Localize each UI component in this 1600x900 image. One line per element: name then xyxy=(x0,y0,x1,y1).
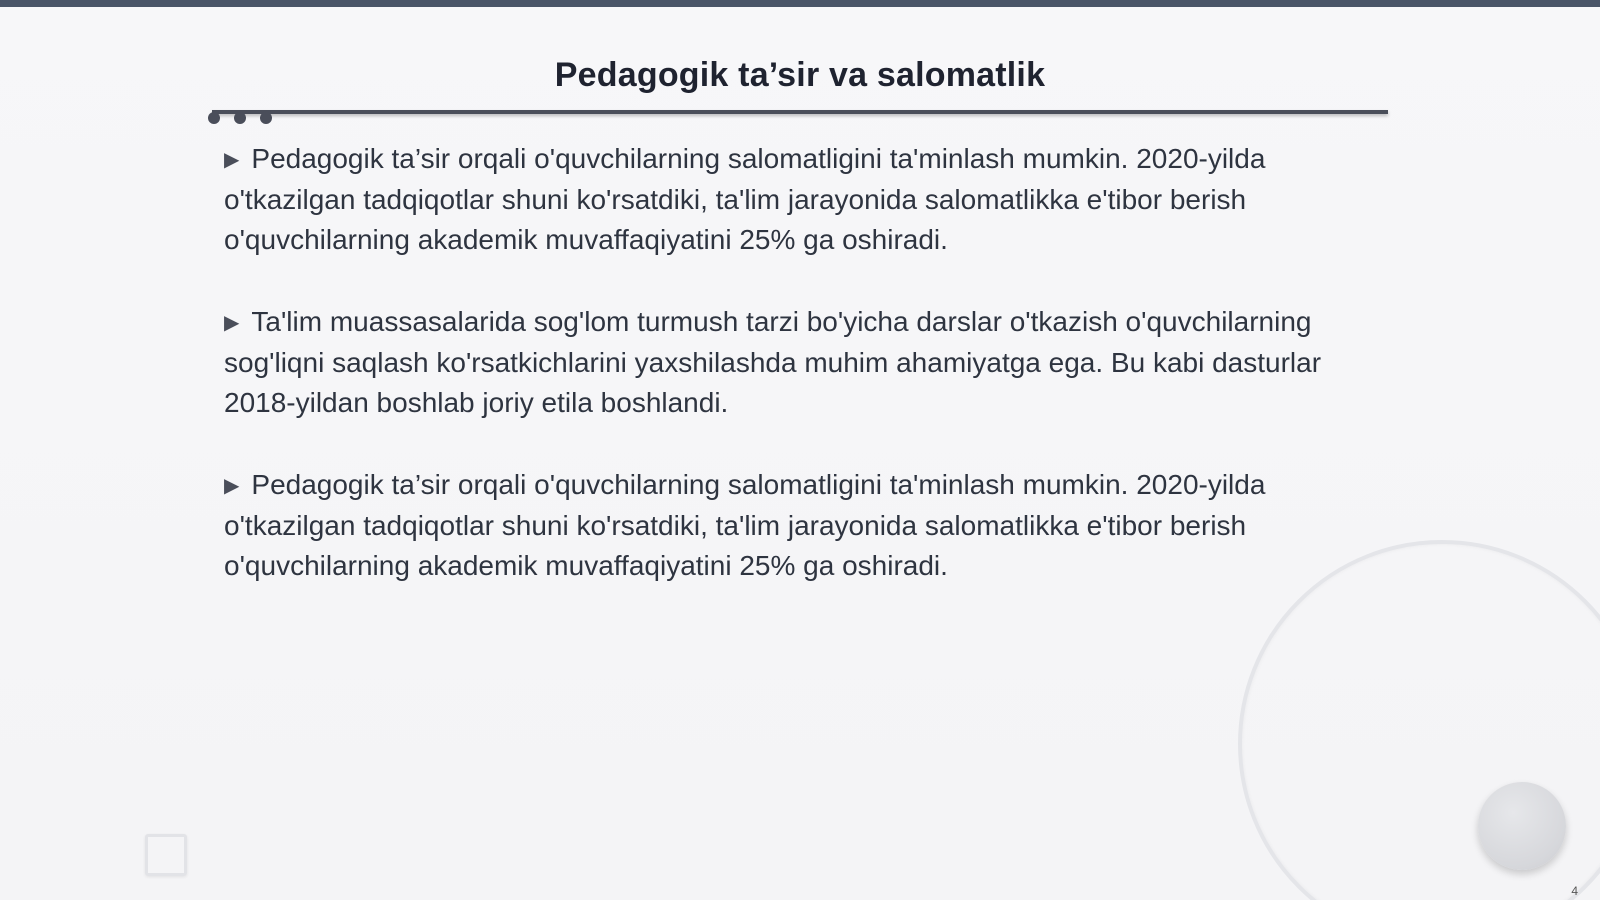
decorative-dot-2 xyxy=(234,112,246,124)
bullet-text: Pedagogik ta’sir orqali o'quvchilarning salomatligini ta'minlash mumkin. 2020-yilda o'tkazilgan tadqiqotlar shuni ko'rsatdiki, ta'lim jarayonida salomatlikka e'tibor berish o'quvchilarning akademik muvaffaqiyatini 25% ga oshiradi. xyxy=(224,143,1266,255)
triangle-right-icon: ▶ xyxy=(224,312,240,334)
bullet-item xyxy=(224,139,1384,260)
triangle-right-icon: ▶ xyxy=(224,475,240,497)
bullet-list xyxy=(224,139,1384,628)
triangle-right-icon: ▶ xyxy=(224,149,240,171)
decorative-circle xyxy=(1478,782,1566,870)
bullet-item xyxy=(224,302,1384,423)
bullet-text: Pedagogik ta’sir orqali o'quvchilarning salomatligini ta'minlash mumkin. 2020-yilda o'tkazilgan tadqiqotlar shuni ko'rsatdiki, ta'lim jarayonida salomatlikka e'tibor berish o'quvchilarning akademik muvaffaqiyatini 25% ga oshiradi. xyxy=(224,469,1266,581)
decorative-square xyxy=(145,834,187,876)
slide-title: Pedagogik ta’sir va salomatlik xyxy=(554,56,1046,94)
bullet-item xyxy=(224,465,1384,586)
bullet-text: Ta'lim muassasalarida sog'lom turmush tarzi bo'yicha darslar o'tkazish o'quvchilarning sog'liqni saqlash ko'rsatkichlarini yaxshilashda muhim ahamiyatga ega. Bu kabi dasturlar 2018-yildan boshlab joriy etila boshlandi. xyxy=(224,306,1322,418)
top-accent-bar xyxy=(0,0,1600,7)
page-number: 4 xyxy=(1571,884,1578,898)
title-underline xyxy=(212,110,1388,114)
decorative-dot-3 xyxy=(260,112,272,124)
decorative-dot-1 xyxy=(208,112,220,124)
